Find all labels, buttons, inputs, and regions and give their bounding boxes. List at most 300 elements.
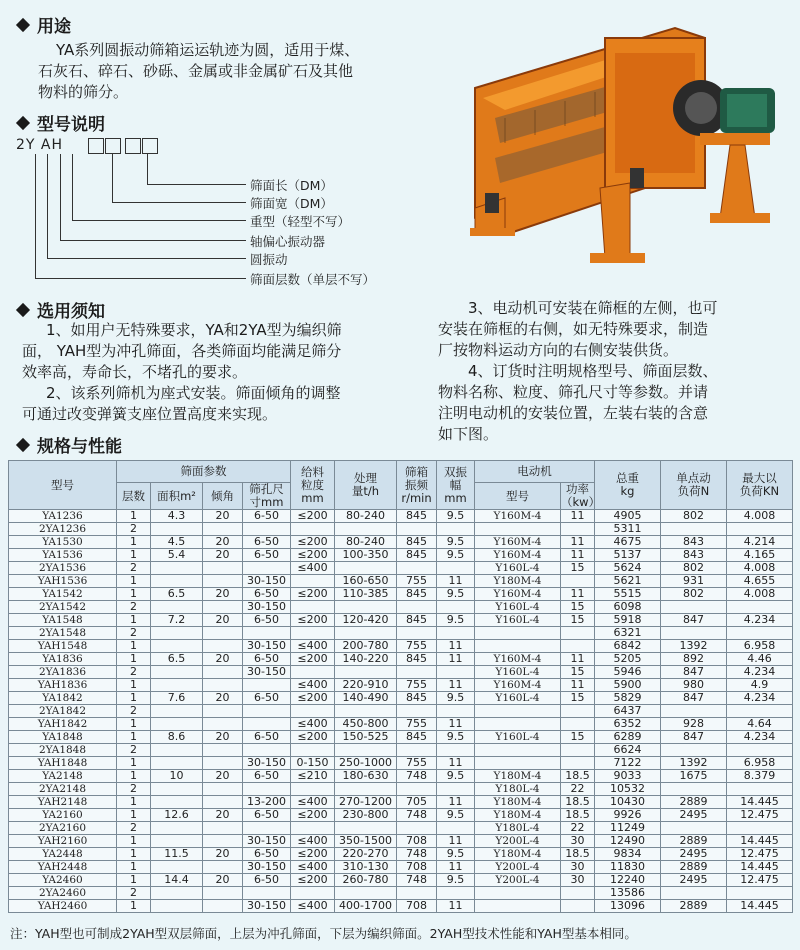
- table-cell: 2YA2460: [9, 887, 117, 900]
- table-cell: 1: [117, 796, 151, 809]
- table-cell: 755: [397, 718, 437, 731]
- col-power: 功率 （kw）: [561, 482, 601, 509]
- table-cell: 4.234: [727, 692, 793, 705]
- table-cell: 1: [117, 809, 151, 822]
- table-cell: 2: [117, 744, 151, 757]
- table-cell: 4.008: [727, 510, 793, 523]
- table-cell: 11: [437, 575, 475, 588]
- table-cell: 7122: [595, 757, 661, 770]
- table-cell: Y160L-4: [475, 731, 561, 744]
- table-cell: [243, 822, 291, 835]
- table-cell: 892: [661, 653, 727, 666]
- table-cell: [291, 744, 335, 757]
- table-cell: [561, 523, 595, 536]
- table-cell: 5205: [595, 653, 661, 666]
- table-cell: 6-50: [243, 614, 291, 627]
- table-cell: ≤400: [291, 796, 335, 809]
- table-cell: 15: [561, 614, 595, 627]
- table-cell: 11: [561, 679, 595, 692]
- table-cell: [203, 887, 243, 900]
- table-cell: [397, 887, 437, 900]
- table-cell: 847: [661, 692, 727, 705]
- table-cell: [203, 640, 243, 653]
- selection-right-text: 3、电动机可安装在筛框的左侧，也可 安装在筛框的右侧，如无特殊要求，制造 厂按物料运动方向的右侧安装供货。 4、订货时注明规格型号、筛面层数、 物料名称、粒度、筛孔尺寸等参数。并请 注明电动机的安装位置，左装右装的含意 如下图。: [438, 299, 718, 443]
- table-cell: 1675: [661, 770, 727, 783]
- table-cell: 200-780: [335, 640, 397, 653]
- table-cell: [475, 757, 561, 770]
- spec-table: [8, 460, 793, 913]
- table-cell: 9.5: [437, 874, 475, 887]
- table-cell: [203, 575, 243, 588]
- table-cell: ≤210: [291, 770, 335, 783]
- table-cell: [291, 666, 335, 679]
- table-cell: [151, 822, 203, 835]
- table-cell: YAH2448: [9, 861, 117, 874]
- table-cell: [151, 601, 203, 614]
- table-cell: 5946: [595, 666, 661, 679]
- table-cell: 150-525: [335, 731, 397, 744]
- table-cell: [243, 783, 291, 796]
- table-cell: 30-150: [243, 861, 291, 874]
- table-cell: 6321: [595, 627, 661, 640]
- table-cell: 180-630: [335, 770, 397, 783]
- table-cell: 11: [437, 835, 475, 848]
- table-cell: YA2448: [9, 848, 117, 861]
- table-cell: 5.4: [151, 549, 203, 562]
- table-row: [9, 549, 793, 562]
- table-cell: 845: [397, 614, 437, 627]
- selection-heading: 选用须知: [14, 297, 105, 322]
- table-cell: 847: [661, 666, 727, 679]
- table-cell: 30-150: [243, 640, 291, 653]
- table-cell: 845: [397, 536, 437, 549]
- table-cell: 2: [117, 523, 151, 536]
- table-cell: [203, 861, 243, 874]
- col-feed-size: 给料 粒度 mm: [291, 461, 335, 510]
- table-row: [9, 848, 793, 861]
- model-label: 轴偏心振动器: [250, 234, 326, 249]
- table-cell: 6.5: [151, 653, 203, 666]
- table-cell: 20: [203, 692, 243, 705]
- table-cell: 15: [561, 731, 595, 744]
- table-cell: ≤400: [291, 835, 335, 848]
- table-cell: 12.475: [727, 848, 793, 861]
- table-cell: [291, 575, 335, 588]
- table-cell: [727, 822, 793, 835]
- col-layers: 层数: [117, 483, 151, 510]
- table-cell: [437, 562, 475, 575]
- table-cell: 120-420: [335, 614, 397, 627]
- table-cell: 220-910: [335, 679, 397, 692]
- table-cell: ≤200: [291, 653, 335, 666]
- table-cell: 2: [117, 562, 151, 575]
- table-cell: 9926: [595, 809, 661, 822]
- table-cell: 160-650: [335, 575, 397, 588]
- table-cell: 11: [437, 900, 475, 913]
- table-cell: 20: [203, 731, 243, 744]
- table-cell: 11: [437, 718, 475, 731]
- table-cell: 18.5: [561, 809, 595, 822]
- table-cell: 30-150: [243, 900, 291, 913]
- table-cell: 755: [397, 679, 437, 692]
- diamond-bullet-icon: [16, 116, 30, 130]
- model-label: 圆振动: [250, 252, 288, 267]
- table-cell: YAH1548: [9, 640, 117, 653]
- table-cell: 9.5: [437, 692, 475, 705]
- table-cell: 6-50: [243, 692, 291, 705]
- table-cell: 708: [397, 861, 437, 874]
- table-cell: 980: [661, 679, 727, 692]
- col-hole-size: 筛孔尺 寸mm: [243, 483, 291, 510]
- table-cell: Y160L-4: [475, 614, 561, 627]
- table-cell: ≤200: [291, 614, 335, 627]
- table-cell: 11: [561, 536, 595, 549]
- table-cell: 14.4: [151, 874, 203, 887]
- table-row: [9, 627, 793, 640]
- vibrating-screen-machine-image: [465, 18, 785, 268]
- table-cell: 11249: [595, 822, 661, 835]
- table-cell: 14.445: [727, 835, 793, 848]
- table-cell: 1: [117, 588, 151, 601]
- table-cell: ≤200: [291, 848, 335, 861]
- table-cell: [661, 822, 727, 835]
- table-cell: 755: [397, 757, 437, 770]
- table-cell: [475, 640, 561, 653]
- table-cell: [243, 718, 291, 731]
- table-cell: 4.46: [727, 653, 793, 666]
- table-cell: [437, 705, 475, 718]
- table-cell: [151, 705, 203, 718]
- table-cell: 802: [661, 510, 727, 523]
- table-cell: 6-50: [243, 653, 291, 666]
- table-cell: 6.5: [151, 588, 203, 601]
- table-cell: [437, 666, 475, 679]
- table-cell: 11: [437, 796, 475, 809]
- table-row: [9, 705, 793, 718]
- table-cell: 1392: [661, 757, 727, 770]
- table-cell: 20: [203, 549, 243, 562]
- table-cell: Y160M-4: [475, 549, 561, 562]
- table-cell: 1: [117, 614, 151, 627]
- model-line: [35, 154, 246, 279]
- table-cell: [243, 705, 291, 718]
- table-cell: [151, 783, 203, 796]
- table-cell: YA1836: [9, 653, 117, 666]
- model-heading: 型号说明: [14, 110, 105, 135]
- table-cell: 2YA1836: [9, 666, 117, 679]
- table-cell: 931: [661, 575, 727, 588]
- table-cell: [151, 562, 203, 575]
- table-cell: 220-270: [335, 848, 397, 861]
- table-cell: [561, 575, 595, 588]
- col-amplitude: 双振 幅 mm: [437, 461, 475, 510]
- table-cell: 5900: [595, 679, 661, 692]
- table-cell: 9.5: [437, 510, 475, 523]
- table-cell: 6-50: [243, 770, 291, 783]
- table-cell: [151, 718, 203, 731]
- table-cell: [151, 640, 203, 653]
- table-cell: [561, 640, 595, 653]
- model-label: 重型（轻型不写）: [250, 214, 351, 229]
- table-cell: [151, 744, 203, 757]
- table-cell: 140-220: [335, 653, 397, 666]
- table-cell: 270-1200: [335, 796, 397, 809]
- table-cell: 6-50: [243, 510, 291, 523]
- table-cell: 7.6: [151, 692, 203, 705]
- table-cell: [437, 601, 475, 614]
- table-cell: [335, 523, 397, 536]
- table-cell: 843: [661, 549, 727, 562]
- table-cell: YA2148: [9, 770, 117, 783]
- table-cell: 4.008: [727, 588, 793, 601]
- table-cell: ≤400: [291, 640, 335, 653]
- table-cell: [397, 523, 437, 536]
- table-cell: YAH2148: [9, 796, 117, 809]
- table-cell: Y200L-4: [475, 874, 561, 887]
- table-cell: [203, 822, 243, 835]
- table-cell: [203, 757, 243, 770]
- table-cell: 2889: [661, 796, 727, 809]
- table-cell: 230-800: [335, 809, 397, 822]
- table-cell: 30: [561, 861, 595, 874]
- table-cell: 9.5: [437, 809, 475, 822]
- table-cell: 80-240: [335, 536, 397, 549]
- table-cell: [561, 757, 595, 770]
- table-cell: [291, 627, 335, 640]
- table-cell: 11.5: [151, 848, 203, 861]
- table-cell: YAH1842: [9, 718, 117, 731]
- table-cell: 15: [561, 601, 595, 614]
- table-row: [9, 614, 793, 627]
- table-cell: [661, 744, 727, 757]
- table-cell: 11: [437, 861, 475, 874]
- table-cell: 802: [661, 588, 727, 601]
- table-cell: Y160M-4: [475, 653, 561, 666]
- col-weight: 总重 kg: [595, 461, 661, 510]
- table-cell: 30-150: [243, 666, 291, 679]
- table-cell: Y160L-4: [475, 666, 561, 679]
- table-cell: 748: [397, 809, 437, 822]
- table-cell: [203, 705, 243, 718]
- table-cell: [151, 861, 203, 874]
- table-cell: [727, 887, 793, 900]
- table-cell: 2495: [661, 848, 727, 861]
- table-cell: [661, 601, 727, 614]
- table-cell: Y160M-4: [475, 588, 561, 601]
- table-cell: 1: [117, 640, 151, 653]
- table-cell: Y160L-4: [475, 562, 561, 575]
- table-cell: 2YA2160: [9, 822, 117, 835]
- model-label: 筛面长（DM）: [250, 178, 333, 193]
- table-cell: 20: [203, 653, 243, 666]
- table-cell: 2: [117, 627, 151, 640]
- table-cell: 845: [397, 731, 437, 744]
- table-cell: [203, 627, 243, 640]
- table-cell: 30-150: [243, 835, 291, 848]
- table-cell: 2YA1536: [9, 562, 117, 575]
- table-cell: 755: [397, 640, 437, 653]
- col-max-load: 最大以 负荷KN: [727, 461, 793, 510]
- table-cell: 847: [661, 614, 727, 627]
- table-row: [9, 887, 793, 900]
- table-cell: [151, 627, 203, 640]
- spec-heading: 规格与性能: [14, 432, 122, 457]
- table-cell: [291, 523, 335, 536]
- table-cell: [437, 822, 475, 835]
- table-cell: [661, 523, 727, 536]
- table-cell: 845: [397, 588, 437, 601]
- table-cell: [243, 744, 291, 757]
- table-row: [9, 562, 793, 575]
- table-cell: YA1542: [9, 588, 117, 601]
- table-cell: 2: [117, 822, 151, 835]
- table-cell: Y180M-4: [475, 770, 561, 783]
- table-cell: [291, 601, 335, 614]
- table-cell: 18.5: [561, 770, 595, 783]
- table-cell: 9834: [595, 848, 661, 861]
- col-motor: 电动机: [475, 461, 595, 483]
- table-row: [9, 835, 793, 848]
- table-cell: 1: [117, 718, 151, 731]
- table-cell: 2889: [661, 900, 727, 913]
- table-cell: 2YA1548: [9, 627, 117, 640]
- table-cell: 30-150: [243, 575, 291, 588]
- table-cell: [661, 887, 727, 900]
- table-cell: Y200L-4: [475, 835, 561, 848]
- table-cell: 2: [117, 783, 151, 796]
- table-cell: 80-240: [335, 510, 397, 523]
- table-cell: [243, 679, 291, 692]
- table-cell: 2: [117, 705, 151, 718]
- table-cell: 100-350: [335, 549, 397, 562]
- table-cell: [151, 679, 203, 692]
- table-cell: Y160M-4: [475, 510, 561, 523]
- table-cell: [475, 887, 561, 900]
- table-cell: 843: [661, 536, 727, 549]
- table-cell: [335, 705, 397, 718]
- table-cell: 1: [117, 575, 151, 588]
- table-cell: 4.214: [727, 536, 793, 549]
- table-cell: [243, 887, 291, 900]
- table-cell: [727, 744, 793, 757]
- table-cell: 4.165: [727, 549, 793, 562]
- table-cell: 1: [117, 549, 151, 562]
- table-cell: [437, 783, 475, 796]
- table-cell: Y200L-4: [475, 861, 561, 874]
- table-cell: [561, 627, 595, 640]
- table-row: [9, 822, 793, 835]
- table-cell: 1: [117, 848, 151, 861]
- table-cell: 20: [203, 848, 243, 861]
- table-row: [9, 523, 793, 536]
- table-cell: YAH1536: [9, 575, 117, 588]
- table-cell: 2: [117, 666, 151, 679]
- table-cell: 9.5: [437, 731, 475, 744]
- table-cell: Y160M-4: [475, 679, 561, 692]
- table-cell: [661, 705, 727, 718]
- table-cell: 20: [203, 614, 243, 627]
- table-cell: 20: [203, 874, 243, 887]
- table-cell: ≤400: [291, 562, 335, 575]
- table-cell: 18.5: [561, 848, 595, 861]
- table-cell: YA2160: [9, 809, 117, 822]
- table-cell: 708: [397, 900, 437, 913]
- model-label: 筛面宽（DM）: [250, 196, 333, 211]
- table-cell: [397, 562, 437, 575]
- table-cell: [397, 666, 437, 679]
- table-cell: Y180L-4: [475, 783, 561, 796]
- table-cell: 20: [203, 588, 243, 601]
- table-cell: 5829: [595, 692, 661, 705]
- table-cell: 1: [117, 861, 151, 874]
- table-cell: [203, 679, 243, 692]
- table-cell: [437, 744, 475, 757]
- table-cell: YA1236: [9, 510, 117, 523]
- table-cell: 0-150: [291, 757, 335, 770]
- table-cell: 30-150: [243, 601, 291, 614]
- table-cell: [561, 718, 595, 731]
- table-cell: 4.655: [727, 575, 793, 588]
- table-cell: 1: [117, 900, 151, 913]
- table-cell: ≤200: [291, 510, 335, 523]
- table-cell: 12.475: [727, 809, 793, 822]
- table-cell: Y160L-4: [475, 692, 561, 705]
- table-cell: [335, 666, 397, 679]
- diamond-bullet-icon: [16, 18, 30, 32]
- table-cell: 5311: [595, 523, 661, 536]
- table-cell: [203, 783, 243, 796]
- table-cell: ≤200: [291, 731, 335, 744]
- table-cell: 22: [561, 822, 595, 835]
- table-cell: 755: [397, 575, 437, 588]
- table-cell: 1: [117, 731, 151, 744]
- table-cell: 4.64: [727, 718, 793, 731]
- table-cell: 20: [203, 770, 243, 783]
- table-cell: 9.5: [437, 770, 475, 783]
- table-cell: 2YA1236: [9, 523, 117, 536]
- table-cell: [475, 718, 561, 731]
- table-cell: [203, 744, 243, 757]
- table-cell: [335, 744, 397, 757]
- table-row: [9, 861, 793, 874]
- table-row: [9, 770, 793, 783]
- table-cell: 6-50: [243, 874, 291, 887]
- table-cell: [335, 627, 397, 640]
- table-row: [9, 809, 793, 822]
- table-row: [9, 783, 793, 796]
- table-cell: 1: [117, 653, 151, 666]
- table-cell: ≤200: [291, 549, 335, 562]
- table-row: [9, 588, 793, 601]
- table-cell: 260-780: [335, 874, 397, 887]
- table-cell: [203, 562, 243, 575]
- table-cell: ≤200: [291, 588, 335, 601]
- table-cell: 6-50: [243, 731, 291, 744]
- table-row: [9, 718, 793, 731]
- table-cell: [561, 900, 595, 913]
- table-cell: [437, 627, 475, 640]
- table-cell: [203, 835, 243, 848]
- table-cell: 6352: [595, 718, 661, 731]
- table-cell: [437, 523, 475, 536]
- table-cell: Y160L-4: [475, 601, 561, 614]
- footnote: 注：YAH型也可制成2YAH型双层筛面，上层为冲孔筛面，下层为编织筛面。2YAH型技术性能和YAH型基本相同。: [10, 926, 637, 941]
- table-row: [9, 796, 793, 809]
- table-cell: 12490: [595, 835, 661, 848]
- table-cell: 15: [561, 692, 595, 705]
- table-cell: [151, 575, 203, 588]
- table-cell: ≤400: [291, 718, 335, 731]
